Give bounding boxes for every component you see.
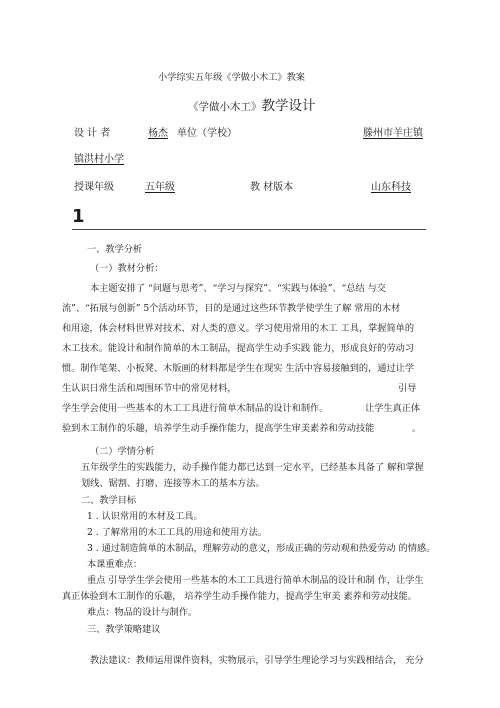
paragraph-line: 。: [412, 423, 422, 434]
paragraph-line: 教法建议：教师运用课件资料，实物展示，引导学生理论学习与实践相结合， 充分: [90, 655, 424, 666]
document-title: [188, 94, 316, 114]
paragraph-line: 本主题安排了 “问题与思考”、“学习与探究”、“实践与体验”、“总结 与交: [90, 283, 386, 294]
paragraph-line: 验到木工制作的乐趣，培养学生动手操作能力，提高学生审美素养和劳动技能: [62, 423, 375, 434]
section-3-title: 三、教学策略建议: [87, 624, 161, 635]
paragraph-line: 生认识日常生活和周围环节中的常见材料，: [62, 383, 237, 394]
goal-item: 1 . 认识常用的木材及工具。: [87, 511, 203, 522]
horizontal-rule: [72, 229, 426, 230]
section-2-title: 二、教学目标: [81, 495, 137, 506]
page-number: 1: [72, 206, 85, 227]
unit-name-line2: 镇洪村小学: [74, 154, 124, 165]
designer-label: 设 计 者: [74, 128, 111, 139]
section-1-title: 一、教学分析: [87, 244, 143, 255]
goal-item: 2 . 了解常用的木工工具的用途和使用方法。: [87, 527, 267, 538]
title-prefix: 《学做小木工》: [188, 101, 262, 113]
section-1-sub-1: （一）教材分析：: [90, 263, 164, 274]
unit-name-line1: 滕州市羊庄镇: [363, 128, 423, 139]
document-header: 小学综实五年级《学做小木工》教案: [158, 72, 305, 83]
section-1-sub-2: （二）学情分析: [90, 446, 155, 457]
edition-label: 教 材版本: [250, 182, 294, 193]
paragraph-line: 五年级学生的实践能力，动手操作能力都已达到一定水平，已经基本具备了 解和掌握: [81, 462, 424, 473]
key-line: 真正体验到木工制作的乐趣， 培养学生动手操作能力，提高学生审美 素养和劳动技能。: [62, 591, 417, 602]
designer-name: 杨杰: [148, 128, 168, 139]
keypoints-label: 本课重难点：: [87, 559, 143, 570]
paragraph-line: 引导: [398, 383, 417, 394]
difficulty-line: 难点：物品的设计与制作。: [87, 607, 198, 618]
edition-value: 山东科技: [371, 182, 411, 193]
paragraph-line: 和用途，体会材料世界对技术、对人类的意义。学习使用常用的木工 工具，掌握简单的: [62, 323, 415, 334]
paragraph-line: 木工技术。能设计和制作简单的木工制品，提高学生动手实践 能力，形成良好的劳动习: [62, 343, 415, 354]
paragraph-line: 流”、“拓展与创新” 5个活动环节，目的是通过这些环节教学使学生了解 常用的木材: [62, 303, 401, 314]
paragraph-line: 惯。制作笔架、小板凳、木版画的材料都是学生在现实 生活中容易接触到的，通过让学: [62, 363, 415, 374]
goal-item: 3 . 通过制造简单的木制品，理解劳动的意义，形成正确的劳动观和热爱劳动 的情感。: [87, 543, 436, 554]
grade-value: 五年级: [145, 182, 175, 193]
paragraph-line: 划线、锯割、打磨、连接等木工的基本方法。: [81, 478, 265, 489]
title-main: 教学设计: [261, 98, 316, 114]
grade-label: 授课年级: [74, 182, 114, 193]
paragraph-line: 学生学会使用一些基本的木工工具进行简单木制品的设计和制作。: [62, 403, 329, 414]
paragraph-line: 让学生真正体: [365, 403, 421, 414]
unit-label: 单位（学校）: [177, 128, 237, 139]
key-line: 重点 引导学生学会使用一些基本的木工工具进行简单木制品的设计和制 作，让学生: [87, 575, 424, 586]
